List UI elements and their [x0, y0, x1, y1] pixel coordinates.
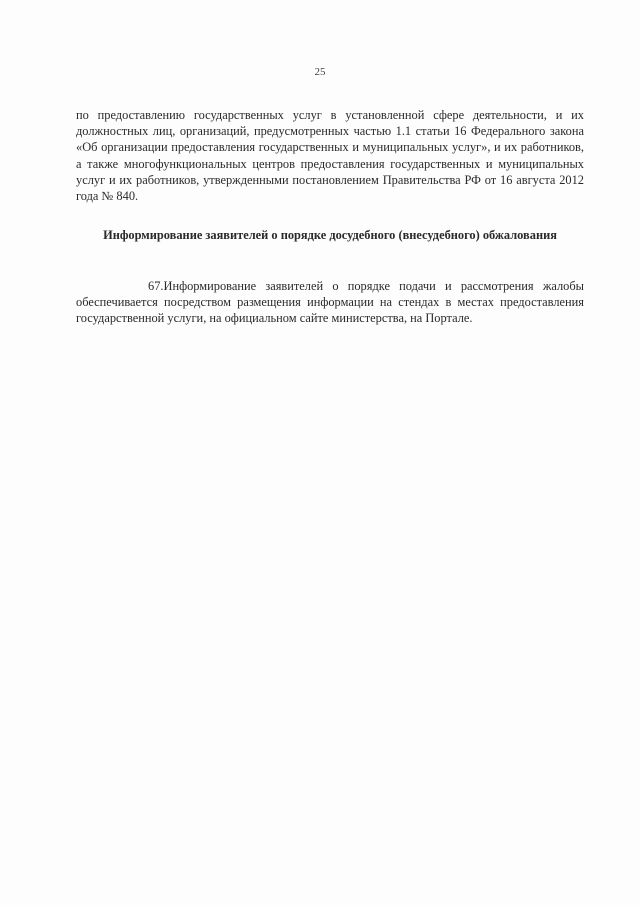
section-heading: Информирование заявителей о порядке досудебного (внесудебного) обжалования — [103, 228, 557, 242]
paragraph-text: Информирование заявителей о порядке подачи и рассмотрения жалобы обеспечивается посредством размещения информации на стендах в местах предоставления государственной услуги, на официальном сайте министерства, на Портале. — [76, 279, 584, 326]
numbered-paragraph — [76, 278, 584, 327]
page-number: 25 — [314, 66, 326, 78]
paragraph-number: 67. — [148, 279, 164, 293]
continuation-paragraph: по предоставлению государственных услуг в установленной сфере деятельности, и их должностных лиц, организаций, предусмотренных частью 1.1 статьи 16 Федерального закона «Об организации предоставления государственных и муниципальных услуг», и их работников, а также многофункциональных центров предоставления государственных и муниципальных услуг и их работников, утвержденными постановлением Правительства РФ от 16 августа 2012 года № 840. — [76, 108, 584, 204]
